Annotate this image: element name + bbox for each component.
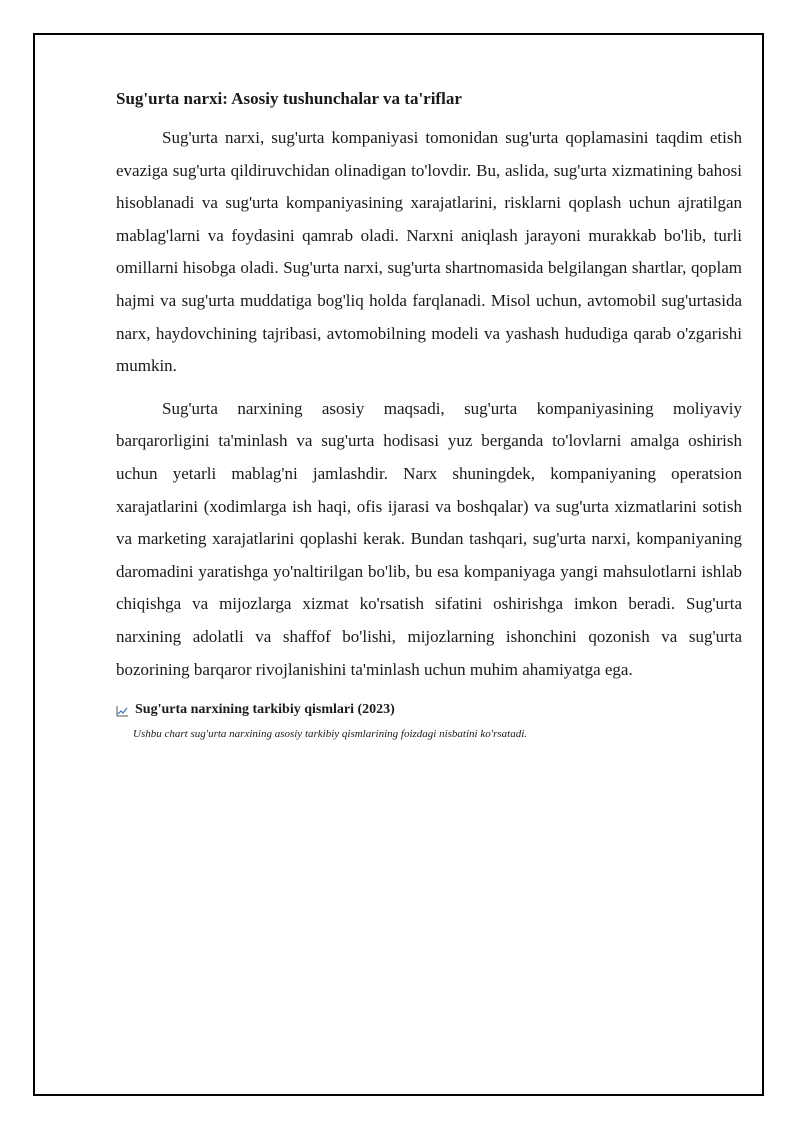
- chart-title-row: [116, 700, 742, 720]
- section-heading: Sug'urta narxi: Asosiy tushunchalar va ta'riflar: [116, 89, 462, 108]
- chart-caption: Ushbu chart sug'urta narxining asosiy tarkibiy qismlarining foizdagi nisbatini ko'rsatadi.: [133, 728, 527, 741]
- chart-area: [116, 750, 742, 1030]
- chart-block: [116, 700, 742, 1030]
- paragraph-2: Sug'urta narxining asosiy maqsadi, sug'urta kompaniyasining moliyaviy barqarorligini ta'minlash va sug'urta hodisasi yuz berganda to'lovlarni amalga oshirish uchun yetarli mablag'ni jamlashdir. Narx shuningdek, kompaniyaning operatsion xarajatlarini (xodimlarga ish haqi, ofis ijarasi va boshqalar) va sug'urta xizmatlarini sotish va marketing xarajatlarini qoplashi kerak. Bundan tashqari, sug'urta narxi, kompaniyaning daromadini yaratishga yo'naltirilgan bo'lib, bu esa kompaniyaga yangi mahsulotlarni ishlab chiqishga va mijozlarga xizmat ko'rsatish sifatini oshirishga imkon beradi. Sug'urta narxining adolatli va shaffof bo'lishi, mijozlarning ishonchini qozonish va sug'urta bozorining barqaror rivojlanishini ta'minlash uchun muhim ahamiyatga ega.: [116, 398, 742, 679]
- chart-line-icon: [116, 704, 129, 716]
- document-body: [116, 86, 742, 1030]
- chart-title: Sug'urta narxining tarkibiy qismlari (2023): [135, 702, 395, 718]
- paragraph-1: Sug'urta narxi, sug'urta kompaniyasi tomonidan sug'urta qoplamasini taqdim etish evaziga sug'urta qildiruvchidan olinadigan to'lovdir. Bu, aslida, sug'urta xizmatining bahosi hisoblanadi va sug'urta kompaniyasining xarajatlarini, risklarni qoplash uchun ajratilgan mablag'larni va foydasini qamrab oladi. Narxni aniqlash jarayoni murakkab bo'lib, turli omillarni hisobga oladi. Sug'urta narxi, sug'urta shartnomasida belgilangan shartlar, qoplam hajmi va sug'urta muddatiga bog'liq holda farqlanadi. Misol uchun, avtomobil sug'urtasida narx, haydovchining tajribasi, avtomobilning modeli va yashash hududiga qarab o'zgarishi mumkin.: [116, 128, 742, 376]
